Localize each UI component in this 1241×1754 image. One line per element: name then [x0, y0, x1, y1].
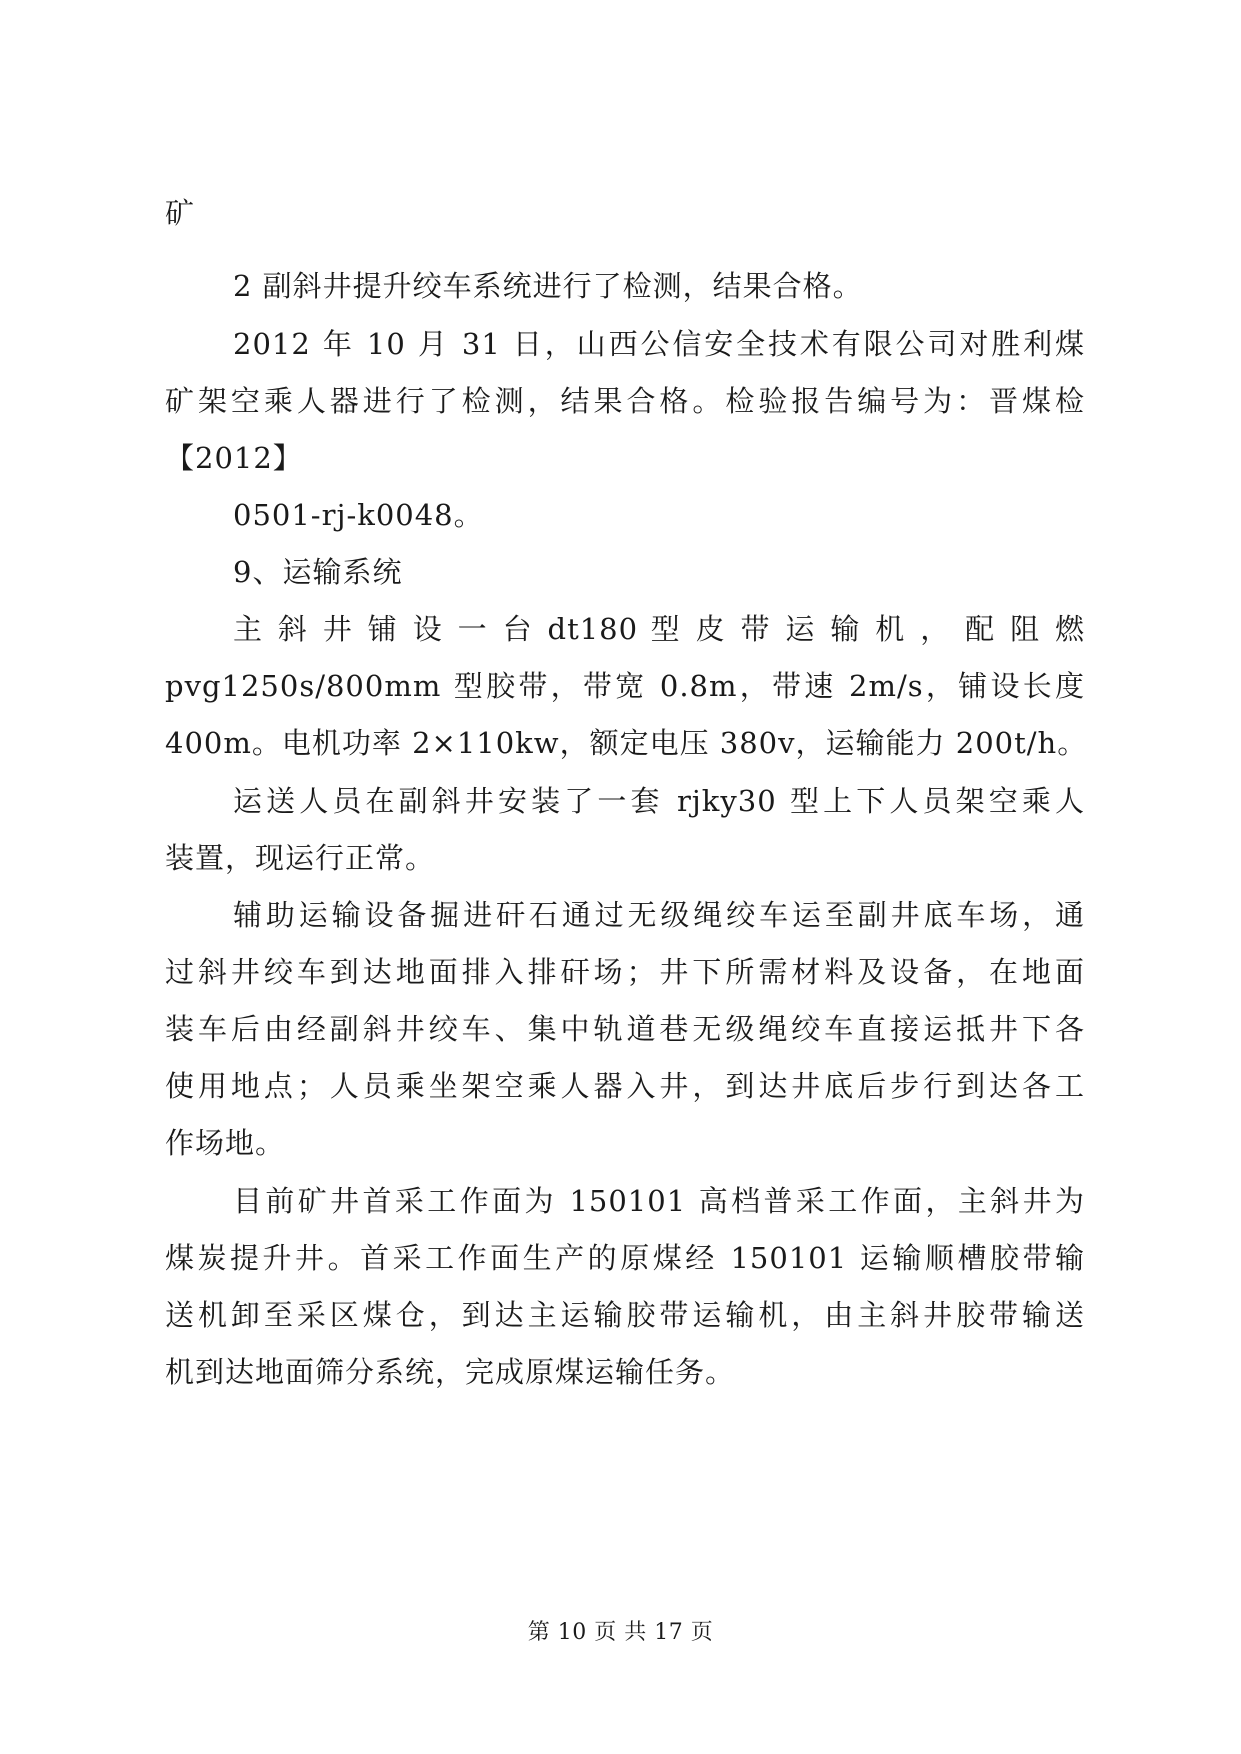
text-line: 400m。电机功率 2×110kw，额定电压 380v，运输能力 200t/h。 — [165, 726, 1088, 760]
page-number-footer: 第 10 页 共 17 页 — [527, 1620, 714, 1645]
text-line: 目前矿井首采工作面为 150101 高档普采工作面，主斜井为 — [233, 1184, 1085, 1218]
text-line: 【2012】 — [165, 441, 303, 475]
text-line: 矿 — [165, 196, 196, 230]
text-line: 主 斜 井 铺 设 一 台 dt180 型 皮 带 运 输 机 ， 配 阻 燃 — [233, 612, 1085, 646]
text-line: 作场地。 — [165, 1126, 286, 1160]
text-line: 运送人员在副斜井安装了一套 rjky30 型上下人员架空乘人 — [233, 784, 1085, 818]
text-line: 装置，现运行正常。 — [165, 841, 436, 875]
text-line: 机到达地面筛分系统，完成原煤运输任务。 — [165, 1355, 736, 1389]
text-line: 2012 年 10 月 31 日，山西公信安全技术有限公司对胜利煤 — [233, 327, 1085, 361]
text-line: 煤炭提升井。首采工作面生产的原煤经 150101 运输顺槽胶带输 — [165, 1241, 1085, 1275]
text-line: 0501-rj-k0048。 — [233, 498, 484, 532]
section-heading: 9、运输系统 — [233, 555, 403, 589]
text-line: 过斜井绞车到达地面排入排矸场；井下所需材料及设备，在地面 — [165, 955, 1085, 989]
text-line: 矿架空乘人器进行了检测，结果合格。检验报告编号为：晋煤检 — [165, 384, 1085, 418]
text-line: 使用地点；人员乘坐架空乘人器入井，到达井底后步行到达各工 — [165, 1069, 1085, 1103]
text-line: 辅助运输设备掘进矸石通过无级绳绞车运至副井底车场，通 — [233, 898, 1085, 932]
text-line: 装车后由经副斜井绞车、集中轨道巷无级绳绞车直接运抵井下各 — [165, 1012, 1085, 1046]
text-line: 送机卸至采区煤仓，到达主运输胶带运输机，由主斜井胶带输送 — [165, 1298, 1085, 1332]
text-line: pvg1250s/800mm 型胶带，带宽 0.8m，带速 2m/s，铺设长度 — [165, 669, 1085, 703]
text-line: 2 副斜井提升绞车系统进行了检测，结果合格。 — [233, 269, 863, 303]
